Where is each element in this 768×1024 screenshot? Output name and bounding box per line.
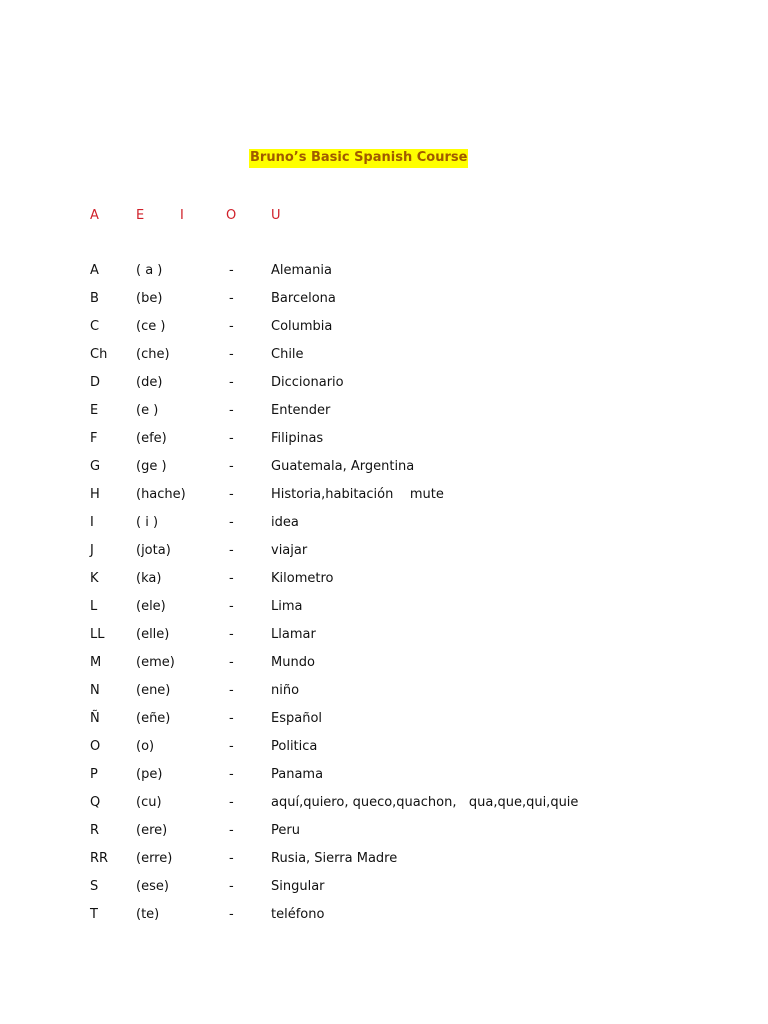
letter: G — [90, 459, 101, 474]
letter: M — [90, 655, 102, 670]
letter-name: (ce ) — [136, 319, 166, 334]
example-word: Mundo — [271, 655, 315, 670]
letter: O — [90, 739, 101, 754]
alphabet-row — [0, 542, 768, 570]
example-word: Politica — [271, 739, 318, 754]
example-word: Kilometro — [271, 571, 334, 586]
dash: - — [229, 347, 234, 362]
alphabet-row — [0, 626, 768, 654]
alphabet-row — [0, 738, 768, 766]
letter: Ch — [90, 347, 108, 362]
vowel-a: A — [90, 208, 99, 223]
letter-name: (cu) — [136, 795, 162, 810]
alphabet-row — [0, 514, 768, 542]
document-title: Bruno’s Basic Spanish Course — [249, 149, 468, 168]
alphabet-row — [0, 850, 768, 878]
letter: T — [90, 907, 98, 922]
example-word: Peru — [271, 823, 300, 838]
letter: S — [90, 879, 99, 894]
dash: - — [229, 599, 234, 614]
letter: J — [90, 543, 94, 558]
alphabet-row — [0, 654, 768, 682]
letter: R — [90, 823, 100, 838]
letter: E — [90, 403, 99, 418]
vowel-o: O — [226, 208, 237, 223]
letter-name: (o) — [136, 739, 155, 754]
letter-name: (be) — [136, 291, 163, 306]
letter-name: (ene) — [136, 683, 171, 698]
dash: - — [229, 263, 234, 278]
dash: - — [229, 711, 234, 726]
letter: H — [90, 487, 100, 502]
letter-name: (efe) — [136, 431, 167, 446]
letter-name: ( a ) — [136, 263, 163, 278]
alphabet-row — [0, 878, 768, 906]
letter: C — [90, 319, 100, 334]
alphabet-row — [0, 262, 768, 290]
vowel-i: I — [180, 208, 184, 223]
alphabet-row — [0, 486, 768, 514]
alphabet-row — [0, 682, 768, 710]
vowel-e: E — [136, 208, 145, 223]
letter-name: (eñe) — [136, 711, 171, 726]
letter-name: (jota) — [136, 543, 171, 558]
letter-name: (ka) — [136, 571, 162, 586]
dash: - — [229, 879, 234, 894]
alphabet-row — [0, 906, 768, 934]
example-word: Columbia — [271, 319, 333, 334]
letter: I — [90, 515, 94, 530]
example-word: aquí,quiero, queco,quachon, qua,que,qui,quie — [271, 795, 579, 810]
letter-name: ( i ) — [136, 515, 159, 530]
example-word: niño — [271, 683, 300, 698]
alphabet-row — [0, 374, 768, 402]
alphabet-list — [0, 262, 768, 934]
dash: - — [229, 571, 234, 586]
dash: - — [229, 683, 234, 698]
alphabet-row — [0, 290, 768, 318]
letter-name: (e ) — [136, 403, 159, 418]
dash: - — [229, 767, 234, 782]
dash: - — [229, 823, 234, 838]
alphabet-row — [0, 430, 768, 458]
letter-name: (che) — [136, 347, 170, 362]
dash: - — [229, 431, 234, 446]
letter-name: (de) — [136, 375, 163, 390]
letter-name: (ele) — [136, 599, 166, 614]
letter-name: (hache) — [136, 487, 186, 502]
dash: - — [229, 851, 234, 866]
example-word: Rusia, Sierra Madre — [271, 851, 398, 866]
letter: Q — [90, 795, 101, 810]
dash: - — [229, 655, 234, 670]
example-word: Guatemala, Argentina — [271, 459, 415, 474]
alphabet-row — [0, 794, 768, 822]
dash: - — [229, 627, 234, 642]
dash: - — [229, 543, 234, 558]
dash: - — [229, 739, 234, 754]
letter: K — [90, 571, 99, 586]
letter-name: (erre) — [136, 851, 173, 866]
letter-name: (pe) — [136, 767, 163, 782]
letter: L — [90, 599, 98, 614]
example-word: Filipinas — [271, 431, 324, 446]
alphabet-row — [0, 766, 768, 794]
example-word: Historia,habitación mute — [271, 487, 444, 502]
dash: - — [229, 487, 234, 502]
example-word: idea — [271, 515, 299, 530]
example-word: Diccionario — [271, 375, 344, 390]
example-word: Panama — [271, 767, 324, 782]
letter-name: (elle) — [136, 627, 170, 642]
dash: - — [229, 459, 234, 474]
alphabet-row — [0, 570, 768, 598]
example-word: Singular — [271, 879, 325, 894]
dash: - — [229, 291, 234, 306]
example-word: Español — [271, 711, 323, 726]
vowel-u: U — [271, 208, 281, 223]
letter: D — [90, 375, 101, 390]
letter: RR — [90, 851, 109, 866]
letter-name: (te) — [136, 907, 160, 922]
letter: N — [90, 683, 100, 698]
letter: F — [90, 431, 98, 446]
dash: - — [229, 515, 234, 530]
alphabet-row — [0, 822, 768, 850]
alphabet-row — [0, 458, 768, 486]
letter-name: (ge ) — [136, 459, 167, 474]
example-word: Llamar — [271, 627, 316, 642]
example-word: Lima — [271, 599, 303, 614]
dash: - — [229, 403, 234, 418]
example-word: teléfono — [271, 907, 325, 922]
letter: LL — [90, 627, 105, 642]
alphabet-row — [0, 402, 768, 430]
alphabet-row — [0, 318, 768, 346]
example-word: Chile — [271, 347, 304, 362]
vowel-row — [0, 207, 768, 225]
letter: P — [90, 767, 98, 782]
dash: - — [229, 907, 234, 922]
dash: - — [229, 375, 234, 390]
alphabet-row — [0, 598, 768, 626]
letter-name: (eme) — [136, 655, 175, 670]
letter: B — [90, 291, 99, 306]
letter: A — [90, 263, 99, 278]
letter: Ñ — [90, 711, 100, 726]
alphabet-row — [0, 710, 768, 738]
dash: - — [229, 319, 234, 334]
example-word: viajar — [271, 543, 308, 558]
letter-name: (ese) — [136, 879, 169, 894]
alphabet-row — [0, 346, 768, 374]
letter-name: (ere) — [136, 823, 168, 838]
example-word: Barcelona — [271, 291, 336, 306]
example-word: Alemania — [271, 263, 332, 278]
example-word: Entender — [271, 403, 331, 418]
dash: - — [229, 795, 234, 810]
